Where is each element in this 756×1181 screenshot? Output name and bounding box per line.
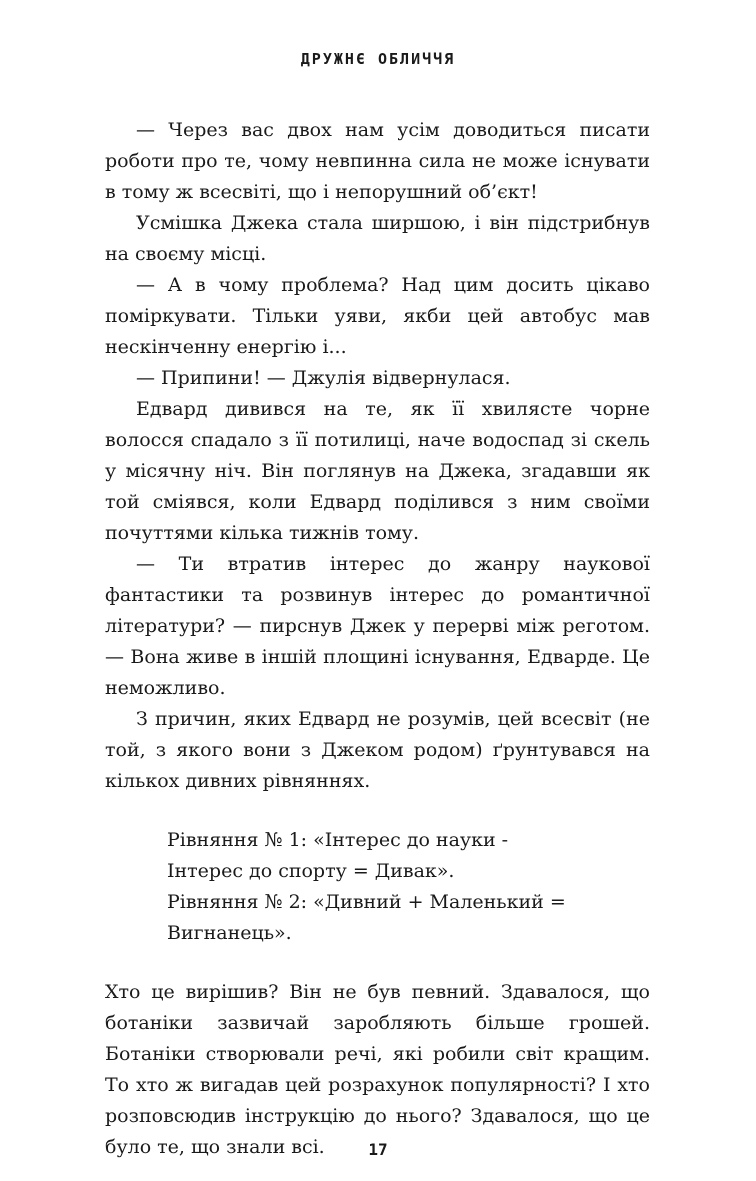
equations-block (167, 825, 650, 949)
page-number: 17 (368, 1140, 388, 1159)
paragraph: — А в чому проблема? Над цим досить цікаво поміркувати. Тільки уяви, якби цей автобус мав нескінченну енергію і... (105, 274, 650, 358)
paragraph: Усмішка Джека стала ширшою, і він підстрибнув на своєму місці. (105, 212, 650, 265)
running-head: ДРУЖНЄ ОБЛИЧЧЯ (300, 50, 456, 68)
paragraph: З причин, яких Едвард не розумів, цей всесвіт (не той, з якого вони з Джеком родом) ґрунтувався на кількох дивних рівняннях. (105, 708, 650, 792)
body-text (105, 115, 650, 1163)
equation-line: Рівняння № 1: «Інтерес до науки - (167, 829, 509, 851)
paragraph: Едвард дивився на те, як її хвилясте чорне волосся спадало з її потилиці, наче водоспад зі скель у місячну ніч. Він поглянув на Джека, згадавши як той сміявся, коли Едвард поділився з ним своїми почуттями кілька тижнів тому. (105, 398, 650, 544)
equation-line: Вигнанець». (167, 922, 292, 944)
closing-paragraph: Хто це вирішив? Він не був певний. Здавалося, що ботаніки зазвичай заробляють більше грошей. Ботаніки створювали речі, які робили світ кращим. То хто ж вигадав цей розрахунок популярності? І хто розповсюдив інструкцію до нього? Здавалося, що це було те, що знали всі. (105, 981, 650, 1158)
paragraph: — Через вас двох нам усім доводиться писати роботи про те, чому невпинна сила не може існувати в тому ж всесвіті, що і непорушний об’єкт! (105, 119, 650, 203)
paragraph: — Припини! — Джулія відвернулася. (136, 367, 511, 389)
equation-line: Інтерес до спорту = Дивак». (167, 860, 455, 882)
equation-line: Рівняння № 2: «Дивний + Маленький = (167, 891, 566, 913)
paragraph: — Ти втратив інтерес до жанру наукової фантастики та розвинув інтерес до романтичної літератури? — пирснув Джек у перерві між реготом. — Вона живе в іншій площині існування, Едварде. Це неможливо. (105, 553, 650, 699)
